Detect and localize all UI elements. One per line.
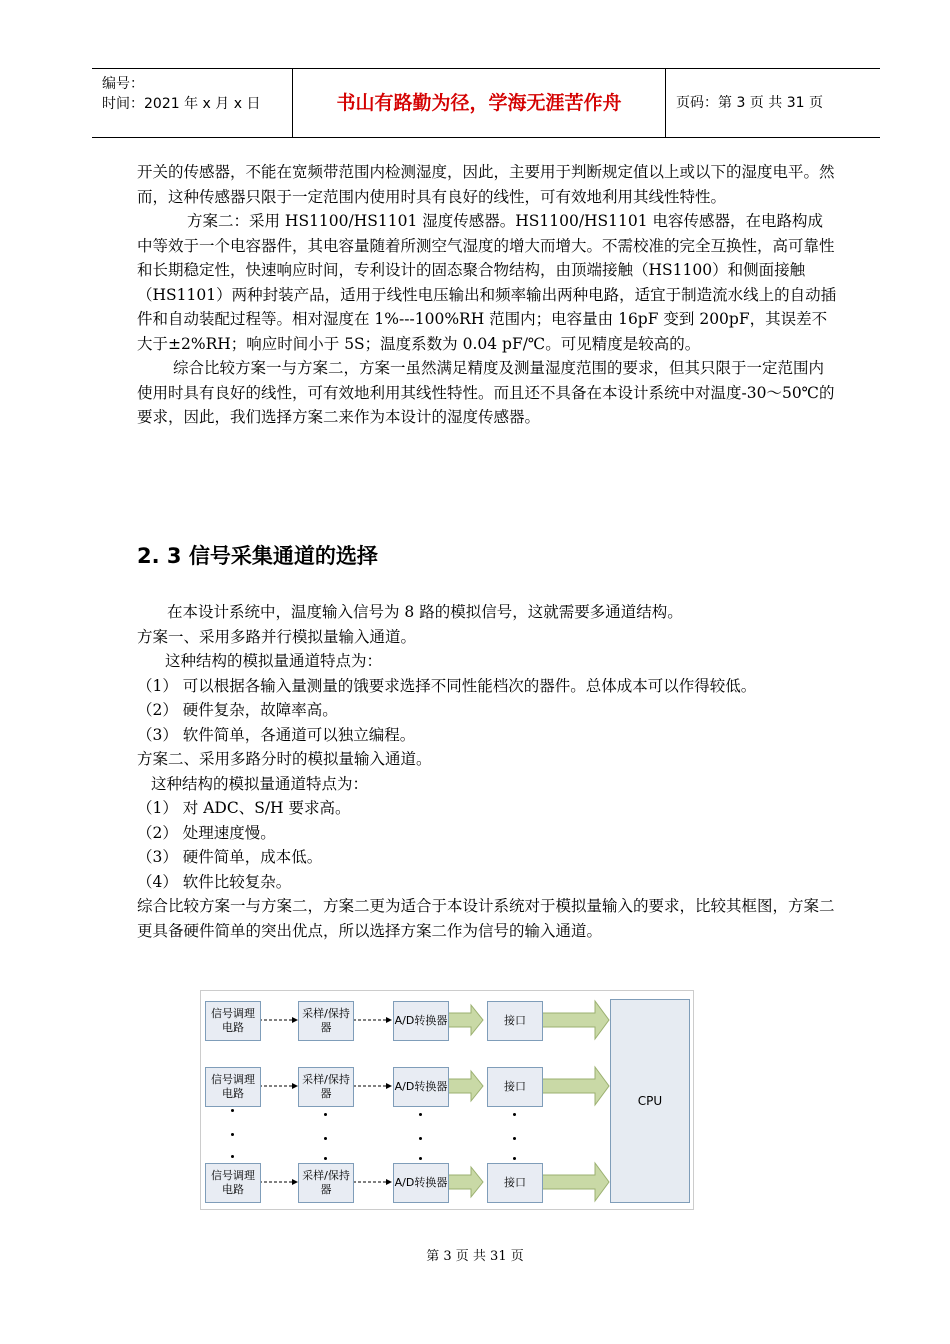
header-page-label: 页码：第 3 页 共 31 页 xyxy=(676,95,823,111)
channel-block-diagram xyxy=(200,990,694,1210)
section-body xyxy=(137,600,837,943)
ellipsis-dot xyxy=(231,1133,234,1136)
list-item: （1） 对 ADC、S/H 要求高。 xyxy=(137,799,351,817)
list-item: （4） 软件比较复杂。 xyxy=(137,872,292,891)
list-item: （3） 硬件简单，成本低。 xyxy=(137,848,323,866)
ellipsis-dot xyxy=(324,1137,327,1140)
paragraph: 开关的传感器，不能在宽频带范围内检测湿度，因此，主要用于判断规定值以上或以下的湿度电平。然而，这种传感器只限于一定范围内使用时具有良好的线性，可有效地利用其线性特性。 xyxy=(137,163,835,206)
page-header xyxy=(92,68,880,138)
ellipsis-dot xyxy=(231,1109,234,1112)
paragraph: 方案一、采用多路并行模拟量输入通道。 xyxy=(137,627,417,646)
adc-box: A/D转换器 xyxy=(393,1163,449,1203)
interface-box: 接口 xyxy=(487,1163,543,1203)
ellipsis-dot xyxy=(419,1113,422,1116)
header-motto: 书山有路勤为径，学海无涯苦作舟 xyxy=(293,69,666,137)
paragraph: 综合比较方案一与方案二，方案一虽然满足精度及测量湿度范围的要求，但其只限于一定范围内使用时具有良好的线性，可有效地利用其线性特性。而且还不具备在本设计系统中对温度-30～50℃的要求，因此，我们选择方案二来作为本设计的湿度传感器。 xyxy=(137,359,835,426)
list-item: （2） 处理速度慢。 xyxy=(137,823,276,842)
signal-conditioning-box: 信号调理电路 xyxy=(205,1001,261,1041)
header-meta xyxy=(92,69,293,137)
ellipsis-dot xyxy=(513,1157,516,1160)
interface-box: 接口 xyxy=(487,1067,543,1107)
top-paragraphs xyxy=(137,160,837,430)
paragraph: 方案二：采用 HS1100/HS1101 湿度传感器。HS1100/HS1101 电容传感器，在电路构成中等效于一个电容器件，其电容量随着所测空气湿度的增大而增大。不需校准的完全互换性，高可靠性和长期稳定性，快速响应时间，专利设计的固态聚合物结构，由顶端接触（HS1100）和侧面接触（HS1101）两种封装产品，适用于线性电压输出和频率输出两种电路，适宜于制造流水线上的自动插件和自动装配过程等。相对湿度在 1%---100%RH 范围内；电容量由 16pF 变到 200pF，其误差不大于±2%RH；响应时间小于 5S；温度系数为 0.04 pF/℃。可见精度是较高的。 xyxy=(137,212,837,353)
list-item: （1） 可以根据各输入量测量的饿要求选择不同性能档次的器件。总体成本可以作得较低。 xyxy=(137,676,757,695)
time-label: 时间：2021 年 x 月 x 日 xyxy=(102,96,261,112)
ellipsis-dot xyxy=(513,1113,516,1116)
cpu-box: CPU xyxy=(610,999,690,1203)
adc-box: A/D转换器 xyxy=(393,1001,449,1041)
ellipsis-dot xyxy=(419,1137,422,1140)
paragraph: 方案二、采用多路分时的模拟量输入通道。 xyxy=(137,750,432,768)
signal-conditioning-box: 信号调理电路 xyxy=(205,1067,261,1107)
ellipsis-dot xyxy=(513,1137,516,1140)
interface-box: 接口 xyxy=(487,1001,543,1041)
ellipsis-dot xyxy=(231,1155,234,1158)
ellipsis-dot xyxy=(419,1157,422,1160)
signal-conditioning-box: 信号调理电路 xyxy=(205,1163,261,1203)
ellipsis-dot xyxy=(324,1157,327,1160)
ellipsis-dot xyxy=(324,1113,327,1116)
number-label: 编号： xyxy=(102,76,144,92)
paragraph: 综合比较方案一与方案二，方案二更为适合于本设计系统对于模拟量输入的要求，比较其框图，方案二更具备硬件简单的突出优点，所以选择方案二作为信号的输入通道。 xyxy=(137,897,835,940)
paragraph: 这种结构的模拟量通道特点为： xyxy=(151,774,369,793)
list-item: （2） 硬件复杂，故障率高。 xyxy=(137,701,338,719)
sample-hold-box: 采样/保持器 xyxy=(298,1001,354,1041)
paragraph: 在本设计系统中，温度输入信号为 8 路的模拟信号，这就需要多通道结构。 xyxy=(167,603,683,621)
page-footer: 第 3 页 共 31 页 xyxy=(426,1249,524,1264)
sample-hold-box: 采样/保持器 xyxy=(298,1163,354,1203)
sample-hold-box: 采样/保持器 xyxy=(298,1067,354,1107)
section-heading: 2. 3 信号采集通道的选择 xyxy=(137,544,378,568)
adc-box: A/D转换器 xyxy=(393,1067,449,1107)
paragraph: 这种结构的模拟量通道特点为： xyxy=(165,652,383,670)
list-item: （3） 软件简单，各通道可以独立编程。 xyxy=(137,725,416,744)
